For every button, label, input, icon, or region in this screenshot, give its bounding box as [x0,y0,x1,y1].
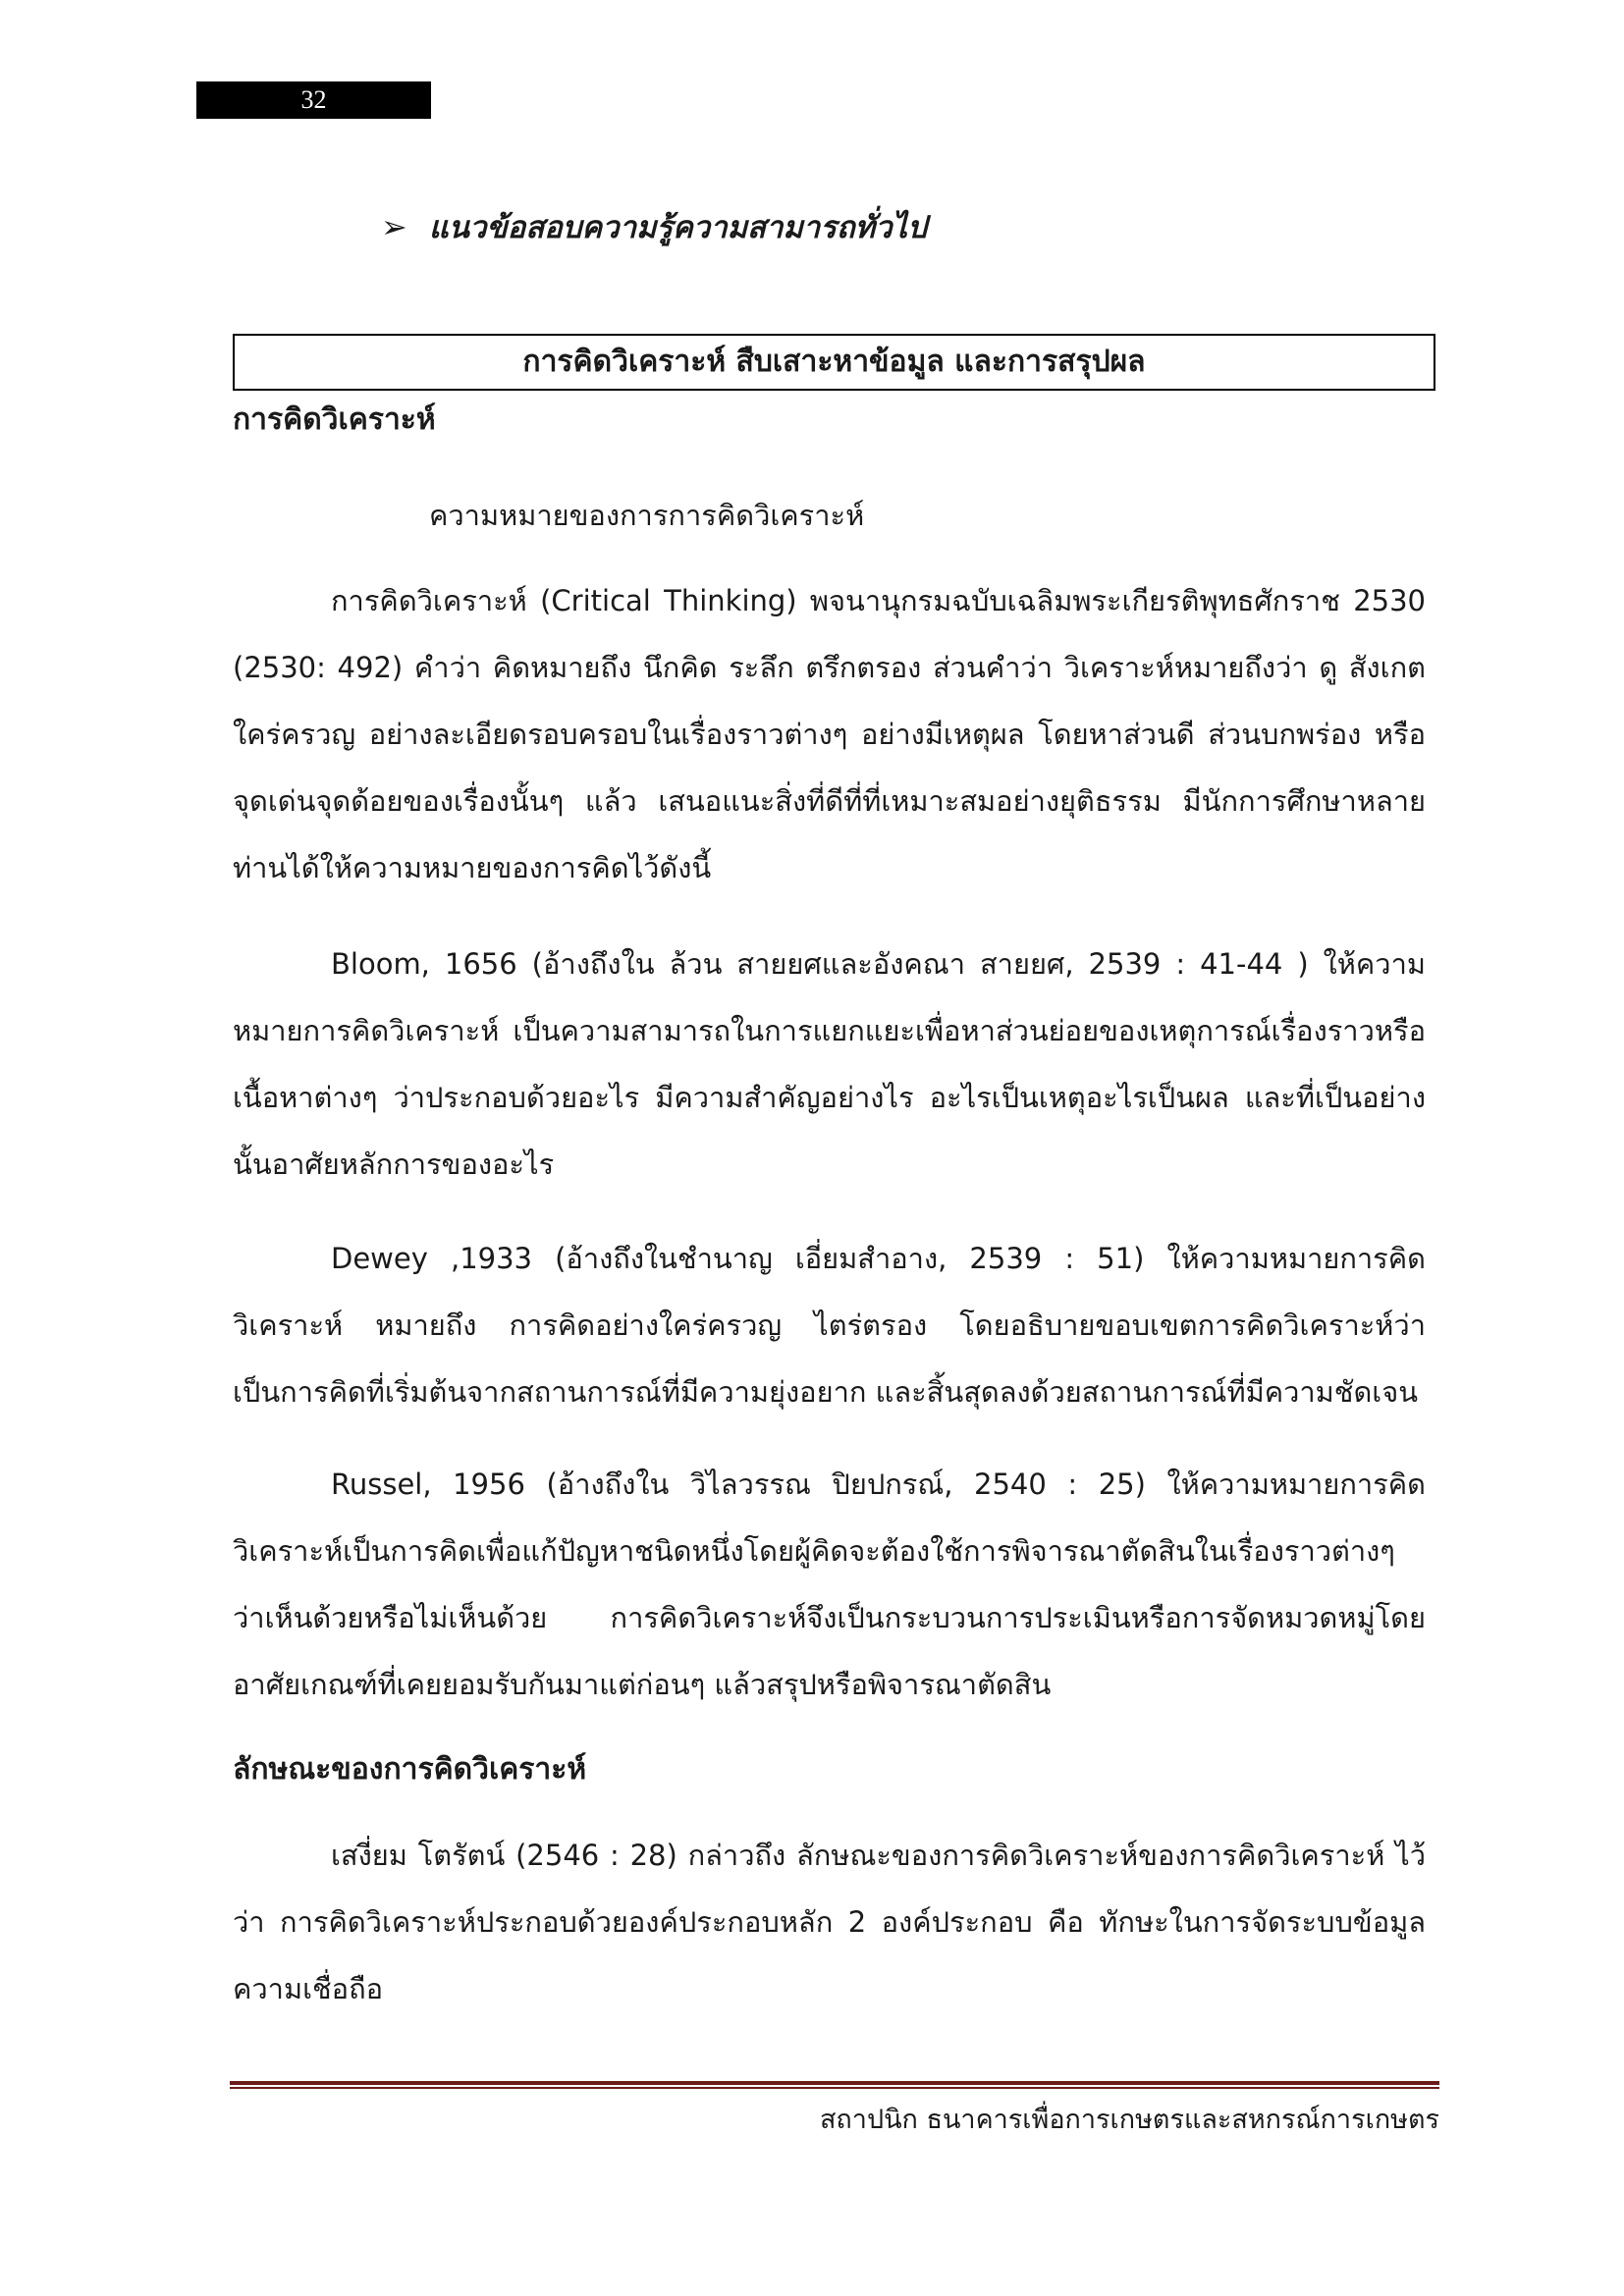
paragraph-3: Dewey ,1933 (อ้างถึงในชำนาญ เอี่ยมสำอาง, 2539 : 51) ให้ความหมายการคิดวิเคราะห์ หมายถึง การคิดอย่างใคร่ครวญ ไตร่ตรอง โดยอธิบายขอบเขตการคิดวิเคราะห์ว่าเป็นการคิดที่เริ่มต้นจากสถานการณ์ที่มีความยุ่งอยาก และสิ้นสุดลงด้วยสถานการณ์ที่มีความชัดเจน [233,1242,1426,1409]
paragraph-1: การคิดวิเคราะห์ (Critical Thinking) พจนานุกรมฉบับเฉลิมพระเกียรติพุทธศักราช 2530 (2530: 492) คำว่า คิดหมายถึง นึกคิด ระลึก ตรึกตรอง ส่วนคำว่า วิเคราะห์หมายถึงว่า ดู สังเกต ใคร่ครวญ อย่างละเอียดรอบครอบในเรื่องราวต่างๆ อย่างมีเหตุผล โดยหาส่วนดี ส่วนบกพร่อง หรือจุดเด่นจุดด้อยของเรื่องนั้นๆ แล้ว เสนอแนะสิ่งที่ดีที่ที่เหมาะสมอย่างยุติธรรม มีนักการศึกษาหลายท่านได้ให้ความหมายของการคิดไว้ดังนี้ [233,584,1426,884]
definition-heading: ความหมายของการการคิดวิเคราะห์ [429,499,865,532]
footer-rule [230,2081,1439,2089]
section-heading [381,202,927,251]
paragraph-5: เสงี่ยม โตรัตน์ (2546 : 28) กล่าวถึง ลักษณะของการคิดวิเคราะห์ของการคิดวิเคราะห์ ไว้ว่า การคิดวิเคราะห์ประกอบด้วยองค์ประกอบหลัก 2 องค์ประกอบ คือ ทักษะในการจัดระบบข้อมูล ความเชื่อถือ [233,1839,1426,2005]
page-number: 32 [196,81,431,119]
title-box: การคิดวิเคราะห์ สืบเสาะหาข้อมูล และการสรุปผล [233,334,1435,391]
paragraph-4: Russel, 1956 (อ้างถึงใน วิไลวรรณ ปิยปกรณ์, 2540 : 25) ให้ความหมายการคิดวิเคราะห์เป็นการคิดเพื่อแก้ปัญหาชนิดหนึ่งโดยผู้คิดจะต้องใช้การพิจารณาตัดสินในเรื่องราวต่างๆว่าเห็นด้วยหรือไม่เห็นด้วย การคิดวิเคราะห์จึงเป็นกระบวนการประเมินหรือการจัดหมวดหมู่โดยอาศัยเกณฑ์ที่เคยยอมรับกันมาแต่ก่อนๆ แล้วสรุปหรือพิจารณาตัดสิน [233,1468,1426,1701]
arrow-bullet-icon: ➢ [381,208,407,245]
paragraph-2: Bloom, 1656 (อ้างถึงใน ล้วน สายยศและอังคณา สายยศ, 2539 : 41-44 ) ให้ความหมายการคิดวิเคราะห์ เป็นความสามารถในการแยกแยะเพื่อหาส่วนย่อยของเหตุการณ์เรื่องราวหรือเนื้อหาต่างๆ ว่าประกอบด้วยอะไร มีความสำคัญอย่างไร อะไรเป็นเหตุอะไรเป็นผล และที่เป็นอย่างนั้นอาศัยหลักการของอะไร [233,947,1426,1181]
subheading-characteristics: ลักษณะของการคิดวิเคราะห์ [233,1752,587,1787]
subheading-analytical-thinking: การคิดวิเคราะห์ [233,402,436,437]
footer-text: สถาปนิก ธนาคารเพื่อการเกษตรและสหกรณ์การเกษตร [819,2105,1439,2135]
section-heading-text: แนวข้อสอบความรู้ความสามารถทั่วไป [428,210,927,245]
